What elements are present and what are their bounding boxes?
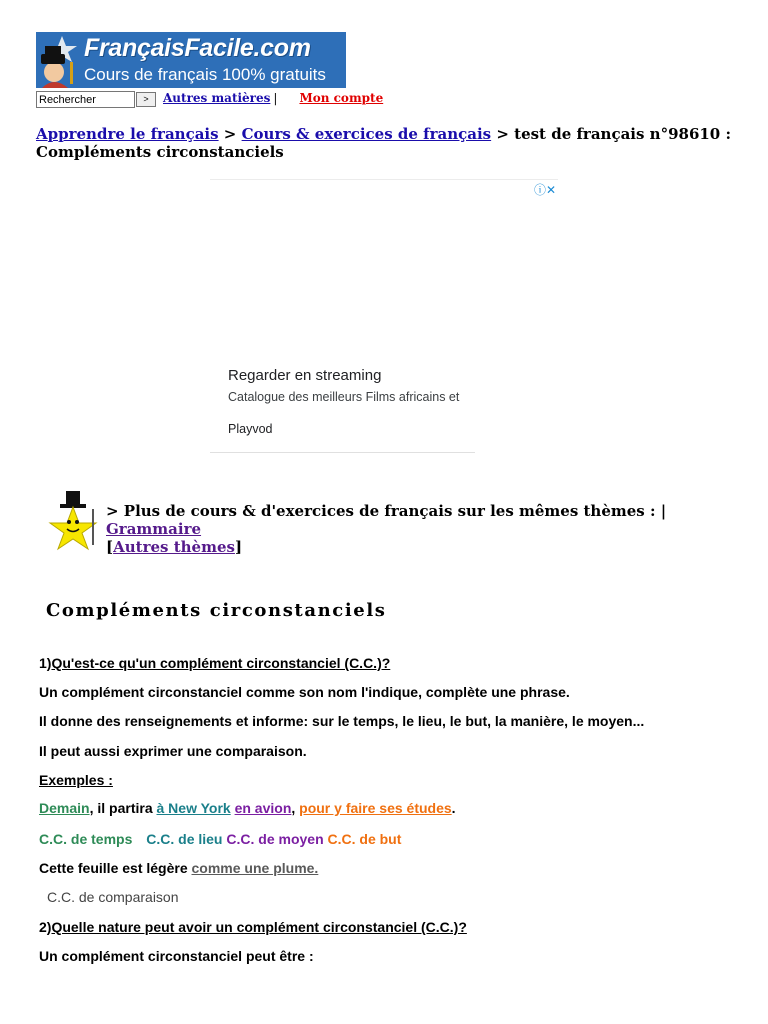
more-themes-prefix: > Plus de cours & d'exercices de français sur les mêmes thèmes : |: [106, 502, 667, 520]
question-2-number: 2): [39, 919, 52, 935]
other-themes-link[interactable]: Autres thèmes: [113, 538, 235, 556]
question-2-text: Quelle nature peut avoir un complément circonstanciel (C.C.)?: [51, 919, 467, 935]
page-title: Compléments circonstanciels: [46, 600, 387, 621]
site-logo[interactable]: [36, 32, 346, 88]
comparison-text: Cette feuille est légère: [39, 860, 192, 876]
breadcrumb-separator: >: [218, 125, 242, 143]
label-means: C.C. de moyen: [226, 831, 324, 847]
example-place: à New York: [156, 800, 231, 816]
ad-choices-icon[interactable]: ⓘ✕: [533, 183, 556, 197]
question-1-text: Qu'est-ce qu'un complément circonstanciel (C.C.)?: [51, 655, 391, 671]
logo-title: FrançaisFacile.com: [84, 34, 311, 62]
comparison-sentence: [39, 860, 318, 876]
example-labels: [39, 831, 401, 847]
search-button[interactable]: >: [136, 92, 156, 107]
label-place: C.C. de lieu: [146, 831, 223, 847]
more-themes: [106, 502, 746, 556]
example-sentence: [39, 800, 456, 816]
ad-description: Catalogue des meilleurs Films africains et: [228, 390, 460, 404]
breadcrumb: [36, 125, 736, 161]
logo-tagline: Cours de français 100% gratuits: [84, 65, 326, 84]
label-comparison: C.C. de comparaison: [47, 889, 179, 905]
example-means: en avion: [234, 800, 292, 816]
other-subjects-link[interactable]: Autres matières: [163, 91, 271, 105]
comparison-phrase: comme une plume.: [191, 860, 319, 876]
breadcrumb-current: > test de français n°98610 : Compléments circonstanciels: [36, 125, 732, 161]
grammar-link[interactable]: Grammaire: [106, 520, 202, 538]
advertisement[interactable]: [210, 179, 558, 453]
paragraph-3: Il peut aussi exprimer une comparaison.: [39, 743, 307, 759]
bracket-open: [: [106, 538, 114, 556]
examples-label: Exemples :: [39, 772, 113, 788]
top-links-separator: |: [273, 91, 278, 105]
breadcrumb-courses-exercises[interactable]: Cours & exercices de français: [241, 125, 492, 143]
label-goal: C.C. de but: [327, 831, 402, 847]
question-2: [39, 919, 467, 935]
ad-brand: Playvod: [228, 422, 273, 436]
example-dot: .: [451, 800, 456, 816]
my-account-link[interactable]: Mon compte: [299, 91, 384, 105]
ad-title[interactable]: Regarder en streaming: [228, 367, 382, 384]
breadcrumb-learn-french[interactable]: Apprendre le français: [36, 125, 219, 143]
example-text-2: ,: [291, 800, 300, 816]
question-1: [39, 655, 390, 671]
example-text-1: , il partira: [89, 800, 157, 816]
example-goal: pour y faire ses études: [299, 800, 452, 816]
label-time: C.C. de temps: [39, 831, 133, 847]
top-links: [163, 91, 383, 105]
star-mascot-icon: [48, 489, 104, 551]
ad-divider: [210, 452, 475, 453]
search-input[interactable]: [36, 91, 135, 108]
paragraph-2: Il donne des renseignements et informe: sur le temps, le lieu, le but, la manière, le moyen...: [39, 713, 645, 729]
question-1-number: 1): [39, 655, 52, 671]
paragraph-1: Un complément circonstanciel comme son nom l'indique, complète une phrase.: [39, 684, 570, 700]
bracket-close: ]: [234, 538, 243, 556]
mascot-logo-icon: [36, 32, 88, 88]
example-time: Demain: [39, 800, 90, 816]
paragraph-4: Un complément circonstanciel peut être :: [39, 948, 314, 964]
